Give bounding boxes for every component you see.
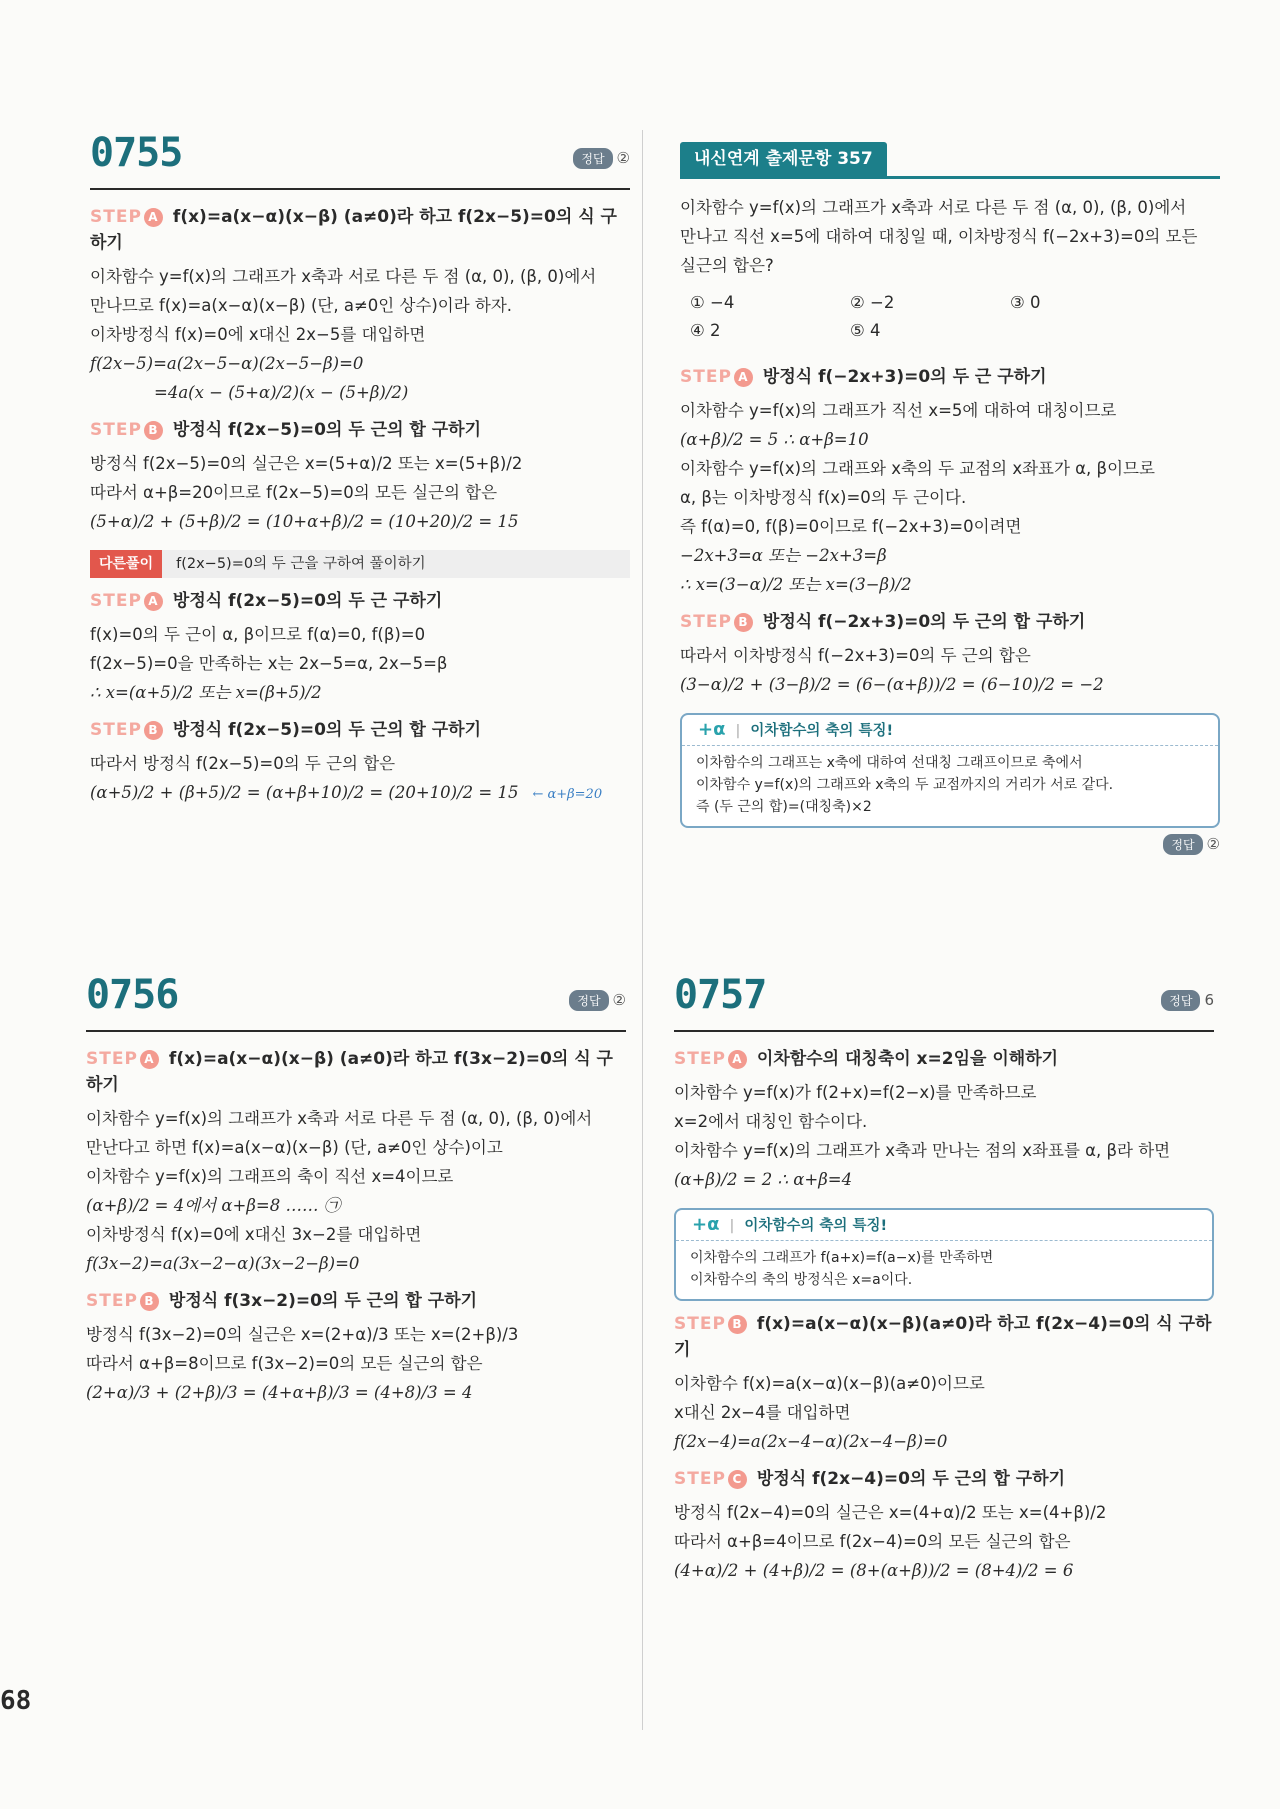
text-line: 따라서 α+β=8이므로 f(3x−2)=0의 모든 실근의 합은 xyxy=(86,1354,483,1373)
step-a-heading xyxy=(90,204,630,256)
step-title: f(x)=a(x−α)(x−β)(a≠0)라 하고 f(2x−4)=0의 식 구하기 xyxy=(674,1314,1212,1360)
equation-line: f(2x−4)=a(2x−4−α)(2x−4−β)=0 xyxy=(674,1432,948,1451)
text-line: 방정식 f(2x−4)=0의 실근은 x=(4+α)/2 또는 x=(4+β)/2 xyxy=(674,1503,1107,1522)
problem-header xyxy=(674,972,1214,1032)
tip-title: 이차함수의 축의 특징! xyxy=(744,1218,888,1234)
answer xyxy=(680,834,1220,855)
problem-number: 0756 xyxy=(86,972,179,1018)
equation-line: −2x+3=α 또는 −2x+3=β xyxy=(680,546,887,565)
equation-line: (3−α)/2 + (3−β)/2 = (6−(α+β))/2 = (6−10)/2 = −2 xyxy=(680,675,1104,694)
equation-line: f(2x−5)=a(2x−5−α)(2x−5−β)=0 xyxy=(90,354,364,373)
step-tag: STEP B xyxy=(674,1314,747,1334)
plus-alpha-icon: +α xyxy=(692,1214,720,1235)
answer-tag: 정답 xyxy=(1163,834,1202,855)
text-line: α, β는 이차방정식 f(x)=0의 두 근이다. xyxy=(680,488,967,507)
text-line: 이차방정식 f(x)=0에 x대신 2x−5를 대입하면 xyxy=(90,325,426,344)
answer-choices xyxy=(690,290,1220,344)
tip-line: 이차함수 y=f(x)의 그래프와 x축의 두 교점까지의 거리가 서로 같다. xyxy=(696,777,1114,793)
tip-header: +α | 이차함수의 축의 특징! xyxy=(676,1210,1212,1241)
plus-alpha-icon: +α xyxy=(698,719,726,740)
step-c-heading xyxy=(674,1466,1214,1492)
problem-number: 0755 xyxy=(90,130,183,176)
question-line: 만나고 직선 x=5에 대하여 대칭일 때, 이차방정식 f(−2x+3)=0의 모든 xyxy=(680,227,1198,246)
step-title: f(x)=a(x−α)(x−β) (a≠0)라 하고 f(2x−5)=0의 식 구하기 xyxy=(90,207,617,253)
text-line: 방정식 f(3x−2)=0의 실근은 x=(2+α)/3 또는 x=(2+β)/3 xyxy=(86,1325,519,1344)
tip-body xyxy=(676,1241,1212,1299)
answer xyxy=(569,990,626,1011)
school-header xyxy=(680,142,1220,179)
text-line: x=2에서 대칭인 함수이다. xyxy=(674,1112,868,1131)
step-title: 방정식 f(−2x+3)=0의 두 근의 합 구하기 xyxy=(762,612,1086,632)
step-title: 방정식 f(−2x+3)=0의 두 근 구하기 xyxy=(762,367,1047,387)
equation-line: f(3x−2)=a(3x−2−α)(3x−2−β)=0 xyxy=(86,1254,360,1273)
choice-3: ③ 0 xyxy=(1010,293,1041,312)
step-title: 방정식 f(2x−5)=0의 두 근의 합 구하기 xyxy=(172,720,482,740)
problem-0757 xyxy=(674,972,1214,1585)
tip-box xyxy=(680,713,1220,828)
text-line: 이차방정식 f(x)=0에 x대신 3x−2를 대입하면 xyxy=(86,1225,422,1244)
problem-0755 xyxy=(90,130,630,809)
tip-line: 이차함수의 그래프가 f(a+x)=f(a−x)를 만족하면 xyxy=(690,1250,994,1266)
text-line: x대신 2x−4를 대입하면 xyxy=(674,1403,851,1422)
answer xyxy=(573,148,630,169)
tip-line: 이차함수의 축의 방정식은 x=a이다. xyxy=(690,1272,913,1288)
step-b-heading xyxy=(674,1311,1214,1363)
equation-line: (α+β)/2 = 4에서 α+β=8 …… ㉠ xyxy=(86,1196,341,1215)
tip-box xyxy=(674,1208,1214,1301)
equation-line: (5+α)/2 + (5+β)/2 = (10+α+β)/2 = (10+20)/2 = 15 xyxy=(90,512,519,531)
text-line: f(x)=0의 두 근이 α, β이므로 f(α)=0, f(β)=0 xyxy=(90,625,426,644)
tip-body xyxy=(682,746,1218,826)
answer-value: ② xyxy=(616,149,630,167)
answer-tag: 정답 xyxy=(1161,990,1200,1011)
step-title: 방정식 f(2x−5)=0의 두 근의 합 구하기 xyxy=(172,420,482,440)
step-tag: STEP B xyxy=(90,420,163,440)
step-title: 방정식 f(2x−5)=0의 두 근 구하기 xyxy=(172,591,443,611)
text-line: 이차함수 y=f(x)의 그래프의 축이 직선 x=4이므로 xyxy=(86,1167,454,1186)
choice-1: ① −4 xyxy=(690,293,735,312)
equation-line: (α+β)/2 = 5 ∴ α+β=10 xyxy=(680,430,869,449)
text-line: 이차함수 y=f(x)가 f(2+x)=f(2−x)를 만족하므로 xyxy=(674,1083,1037,1102)
step-tag: STEP B xyxy=(86,1291,159,1311)
problem-header xyxy=(86,972,626,1032)
answer-value: ② xyxy=(1206,835,1220,853)
step-title: 방정식 f(3x−2)=0의 두 근의 합 구하기 xyxy=(168,1291,478,1311)
answer xyxy=(1161,990,1214,1011)
step-title: f(x)=a(x−α)(x−β) (a≠0)라 하고 f(3x−2)=0의 식 구하기 xyxy=(86,1049,613,1095)
step-b-heading xyxy=(86,1288,626,1314)
tip-title: 이차함수의 축의 특징! xyxy=(750,723,894,739)
problem-0756 xyxy=(86,972,626,1407)
text-line: 만나므로 f(x)=a(x−α)(x−β) (단, a≠0인 상수)이라 하자. xyxy=(90,296,513,315)
text-line: 따라서 방정식 f(2x−5)=0의 두 근의 합은 xyxy=(90,754,396,773)
text-line: f(2x−5)=0을 만족하는 x는 2x−5=α, 2x−5=β xyxy=(90,654,448,673)
step-a-heading xyxy=(674,1046,1214,1072)
question-line: 이차함수 y=f(x)의 그래프가 x축과 서로 다른 두 점 (α, 0), (β, 0)에서 xyxy=(680,198,1187,217)
answer-value: 6 xyxy=(1204,991,1214,1009)
text-line: 이차함수 y=f(x)의 그래프가 x축과 만나는 점의 x좌표를 α, β라 하면 xyxy=(674,1141,1171,1160)
equation-line: ∴ x=(α+5)/2 또는 x=(β+5)/2 xyxy=(90,683,322,702)
text-line: 이차함수 f(x)=a(x−α)(x−β)(a≠0)이므로 xyxy=(674,1374,985,1393)
text-line: 즉 f(α)=0, f(β)=0이므로 f(−2x+3)=0이려면 xyxy=(680,517,1022,536)
text-line: 방정식 f(2x−5)=0의 실근은 x=(5+α)/2 또는 x=(5+β)/2 xyxy=(90,454,523,473)
tip-header: +α | 이차함수의 축의 특징! xyxy=(682,715,1218,746)
choice-4: ④ 2 xyxy=(690,321,721,340)
step-b-heading xyxy=(90,417,630,443)
step-a-heading xyxy=(680,364,1220,390)
text-line: 따라서 α+β=4이므로 f(2x−4)=0의 모든 실근의 합은 xyxy=(674,1532,1071,1551)
answer-tag: 정답 xyxy=(569,990,608,1011)
step-b-heading xyxy=(680,609,1220,635)
equation-line: (α+5)/2 + (β+5)/2 = (α+β+10)/2 = (20+10)/2 = 15 ← α+β=20 xyxy=(90,783,603,802)
step-title: 방정식 f(2x−4)=0의 두 근의 합 구하기 xyxy=(756,1469,1066,1489)
text-line: 이차함수 y=f(x)의 그래프가 직선 x=5에 대하여 대칭이므로 xyxy=(680,401,1117,420)
equation-line: (4+α)/2 + (4+β)/2 = (8+(α+β))/2 = (8+4)/2 = 6 xyxy=(674,1561,1074,1580)
text-line: 따라서 이차방정식 f(−2x+3)=0의 두 근의 합은 xyxy=(680,646,1031,665)
equation-line: =4a(x − (5+α)/2)(x − (5+β)/2) xyxy=(154,383,409,402)
text-line: 이차함수 y=f(x)의 그래프와 x축의 두 교점의 x좌표가 α, β이므로 xyxy=(680,459,1155,478)
step-tag: STEP B xyxy=(90,720,163,740)
alt-solution-bar xyxy=(90,550,630,578)
step-tag: STEP A xyxy=(674,1049,747,1069)
alt-step-a-heading xyxy=(90,588,630,614)
text-line: 따라서 α+β=20이므로 f(2x−5)=0의 모든 실근의 합은 xyxy=(90,483,498,502)
school-tag: 내신연계 출제문항 357 xyxy=(680,142,887,176)
step-tag: STEP A xyxy=(90,207,163,227)
equation-line: (2+α)/3 + (2+β)/3 = (4+α+β)/3 = (4+8)/3 = 4 xyxy=(86,1383,473,1402)
step-a-heading xyxy=(86,1046,626,1098)
step-tag: STEP A xyxy=(680,367,753,387)
tip-line: 즉 (두 근의 합)=(대칭축)×2 xyxy=(696,799,872,815)
alt-solution-tag: 다른풀이 xyxy=(90,550,162,578)
alt-step-b-heading xyxy=(90,717,630,743)
step-tag: STEP A xyxy=(86,1049,159,1069)
text-line: 만난다고 하면 f(x)=a(x−α)(x−β) (단, a≠0인 상수)이고 xyxy=(86,1138,503,1157)
answer-tag: 정답 xyxy=(573,148,612,169)
choice-5: ⑤ 4 xyxy=(850,321,881,340)
column-divider xyxy=(642,130,643,1730)
step-tag: STEP A xyxy=(90,591,163,611)
step-title: 이차함수의 대칭축이 x=2임을 이해하기 xyxy=(756,1049,1059,1069)
alt-solution-title: f(2x−5)=0의 두 근을 구하여 풀이하기 xyxy=(176,556,426,572)
page-number: 68 xyxy=(0,1686,32,1716)
text-line: 이차함수 y=f(x)의 그래프가 x축과 서로 다른 두 점 (α, 0), (β, 0)에서 xyxy=(86,1109,593,1128)
answer-value: ② xyxy=(612,991,626,1009)
question-line: 실근의 합은? xyxy=(680,256,774,275)
tip-line: 이차함수의 그래프는 x축에 대하여 선대칭 그래프이므로 축에서 xyxy=(696,755,1083,771)
step-tag: STEP B xyxy=(680,612,753,632)
equation-line: (α+β)/2 = 2 ∴ α+β=4 xyxy=(674,1170,853,1189)
step-tag: STEP C xyxy=(674,1469,747,1489)
problem-number: 0757 xyxy=(674,972,767,1018)
problem-header xyxy=(90,130,630,190)
choice-2: ② −2 xyxy=(850,293,895,312)
text-line: 이차함수 y=f(x)의 그래프가 x축과 서로 다른 두 점 (α, 0), (β, 0)에서 xyxy=(90,267,597,286)
side-note: ← α+β=20 xyxy=(532,787,603,802)
school-linked-problem xyxy=(680,142,1220,855)
equation-line: ∴ x=(3−α)/2 또는 x=(3−β)/2 xyxy=(680,575,912,594)
